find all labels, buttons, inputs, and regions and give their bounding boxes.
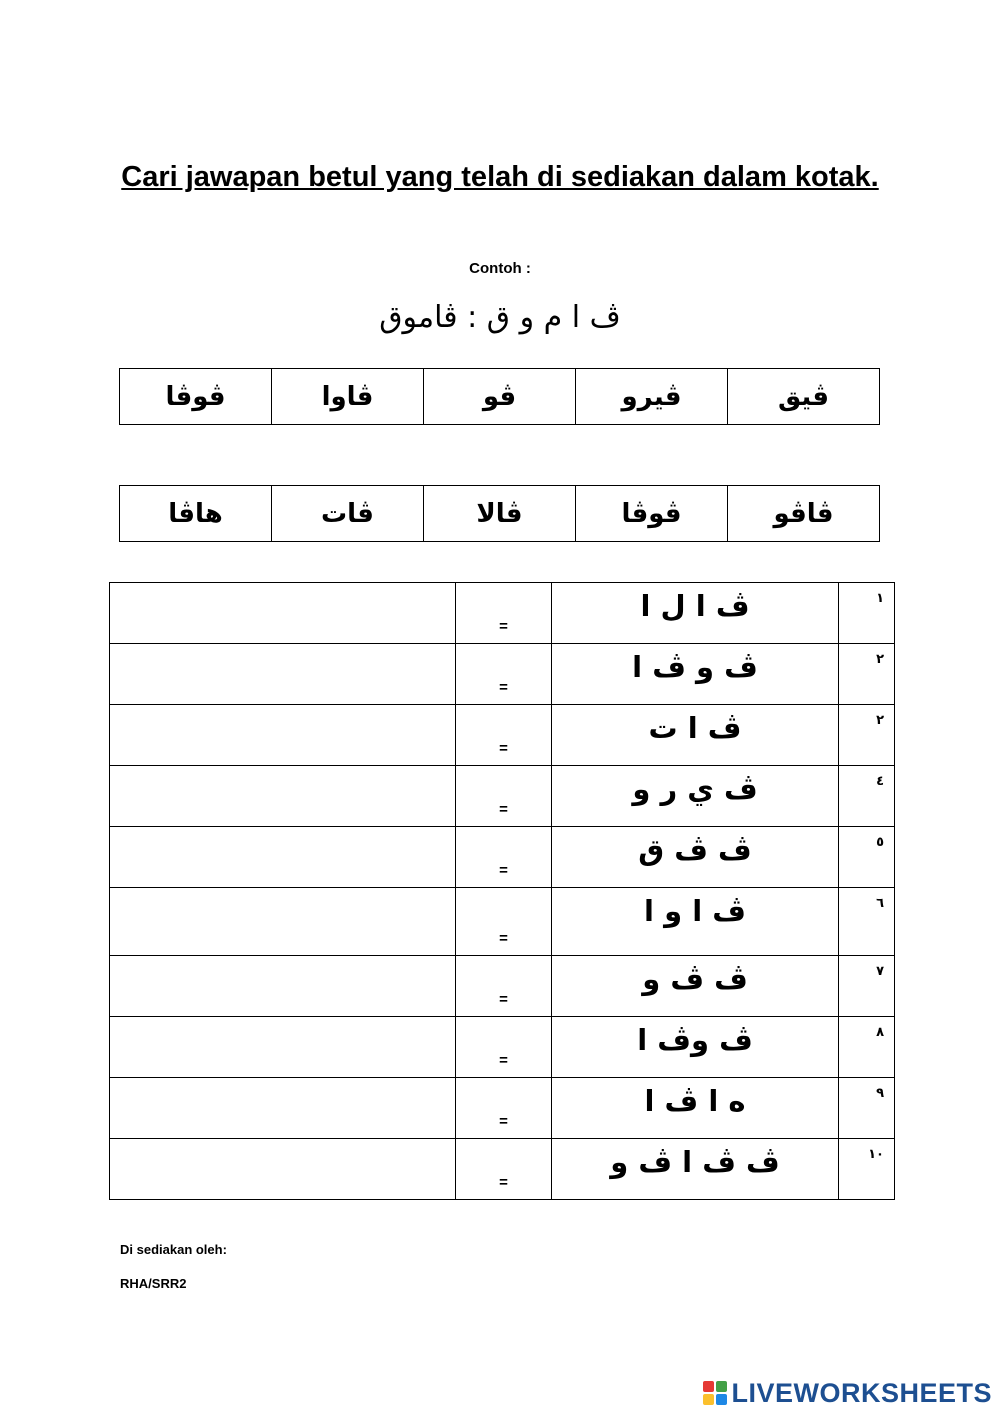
liveworksheets-brand[interactable] xyxy=(703,1376,992,1410)
scrambled-letters: ڤ ي ر و xyxy=(632,772,758,806)
number-cell xyxy=(839,1017,895,1078)
answer-cell[interactable] xyxy=(110,956,456,1017)
word-box-1 xyxy=(119,368,880,425)
number-cell xyxy=(839,1139,895,1200)
question-number: ٦ xyxy=(876,896,884,911)
answer-cell[interactable] xyxy=(110,583,456,644)
equals-cell xyxy=(456,827,552,888)
letters-cell xyxy=(552,583,839,644)
equals-cell xyxy=(456,956,552,1017)
word-option: ڤالا xyxy=(424,486,576,542)
equals-sign: = xyxy=(499,618,508,635)
scrambled-letters: ڤ ا ل ا xyxy=(640,589,750,623)
question-number: ٨ xyxy=(876,1025,884,1040)
question-number: ٤ xyxy=(876,774,884,789)
answer-input[interactable] xyxy=(110,644,455,669)
answer-cell[interactable] xyxy=(110,705,456,766)
letters-cell xyxy=(552,1078,839,1139)
answer-cell[interactable] xyxy=(110,644,456,705)
letters-cell xyxy=(552,644,839,705)
answer-cell[interactable] xyxy=(110,827,456,888)
question-row xyxy=(110,705,895,766)
word-option: هاڤا xyxy=(120,486,272,542)
letters-cell xyxy=(552,705,839,766)
equals-cell xyxy=(456,1017,552,1078)
word-option: ڤوڤا xyxy=(120,369,272,425)
equals-sign: = xyxy=(499,991,508,1008)
answer-input[interactable] xyxy=(110,1017,455,1042)
equals-sign: = xyxy=(499,1052,508,1069)
question-number: ٥ xyxy=(876,835,884,850)
equals-cell xyxy=(456,888,552,956)
equals-sign: = xyxy=(499,801,508,818)
example-label: Contoh : xyxy=(469,260,531,277)
scrambled-letters: ڤ ڤ ق xyxy=(638,833,752,867)
equals-sign: = xyxy=(499,1174,508,1191)
scrambled-letters: ڤ وڤ ا xyxy=(637,1023,753,1057)
question-row xyxy=(110,644,895,705)
liveworksheets-logo-icon xyxy=(703,1381,727,1405)
scrambled-letters: ه ا ڤ ا xyxy=(644,1084,746,1118)
answer-input[interactable] xyxy=(110,827,455,852)
question-table xyxy=(109,582,895,1200)
word-box-2 xyxy=(119,485,880,542)
question-row xyxy=(110,766,895,827)
question-row xyxy=(110,1078,895,1139)
letters-cell xyxy=(552,766,839,827)
brand-text: LIVEWORKSHEETS xyxy=(731,1377,992,1408)
question-number: ١ xyxy=(876,591,884,606)
word-option: ڤو xyxy=(424,369,576,425)
answer-input[interactable] xyxy=(110,1139,455,1164)
number-cell xyxy=(839,644,895,705)
number-cell xyxy=(839,705,895,766)
equals-cell xyxy=(456,705,552,766)
question-row xyxy=(110,827,895,888)
letters-cell xyxy=(552,888,839,956)
question-row xyxy=(110,583,895,644)
answer-cell[interactable] xyxy=(110,1139,456,1200)
answer-cell[interactable] xyxy=(110,888,456,956)
word-option: ڤاڤو xyxy=(728,486,880,542)
word-option: ڤاوا xyxy=(272,369,424,425)
scrambled-letters: ڤ و ڤ ا xyxy=(632,650,758,684)
number-cell xyxy=(839,888,895,956)
prepared-by-label: Di sediakan oleh: xyxy=(120,1242,227,1257)
number-cell xyxy=(839,583,895,644)
answer-input[interactable] xyxy=(110,705,455,730)
equals-cell xyxy=(456,766,552,827)
equals-cell xyxy=(456,1078,552,1139)
equals-cell xyxy=(456,644,552,705)
letters-cell xyxy=(552,1017,839,1078)
equals-sign: = xyxy=(499,862,508,879)
answer-input[interactable] xyxy=(110,766,455,791)
question-number: ٢ xyxy=(876,652,884,667)
equals-cell xyxy=(456,583,552,644)
number-cell xyxy=(839,827,895,888)
answer-cell[interactable] xyxy=(110,1017,456,1078)
word-option: ڤات xyxy=(272,486,424,542)
answer-input[interactable] xyxy=(110,583,455,608)
question-number: ٧ xyxy=(876,964,884,979)
letters-cell xyxy=(552,956,839,1017)
number-cell xyxy=(839,766,895,827)
answer-input[interactable] xyxy=(110,1078,455,1103)
scrambled-letters: ڤ ڤ و xyxy=(642,962,748,996)
equals-sign: = xyxy=(499,1113,508,1130)
question-number: ٢ xyxy=(876,713,884,728)
scrambled-letters: ڤ ا ت xyxy=(648,711,742,745)
question-row xyxy=(110,956,895,1017)
word-option: ڤيرو xyxy=(576,369,728,425)
author-code: RHA/SRR2 xyxy=(120,1276,187,1291)
word-option: ڤوڤا xyxy=(576,486,728,542)
equals-cell xyxy=(456,1139,552,1200)
scrambled-letters: ڤ ا و ا xyxy=(644,894,746,928)
letters-cell xyxy=(552,827,839,888)
page-title: Cari jawapan betul yang telah di sediakan dalam kotak. xyxy=(121,161,879,193)
number-cell xyxy=(839,956,895,1017)
word-option: ڤيق xyxy=(728,369,880,425)
answer-cell[interactable] xyxy=(110,766,456,827)
question-row xyxy=(110,1017,895,1078)
number-cell xyxy=(839,1078,895,1139)
answer-input[interactable] xyxy=(110,956,455,981)
scrambled-letters: ڤ ڤ ا ڤ و xyxy=(610,1145,780,1179)
question-row xyxy=(110,1139,895,1200)
equals-sign: = xyxy=(499,740,508,757)
question-number: ١٠ xyxy=(868,1147,884,1162)
question-number: ٩ xyxy=(876,1086,884,1101)
letters-cell xyxy=(552,1139,839,1200)
question-row xyxy=(110,888,895,956)
equals-sign: = xyxy=(499,679,508,696)
equals-sign: = xyxy=(499,930,508,947)
answer-cell[interactable] xyxy=(110,1078,456,1139)
answer-input[interactable] xyxy=(110,888,455,913)
example-line: ڤ ا م و ق : ڤاموق xyxy=(379,300,621,335)
